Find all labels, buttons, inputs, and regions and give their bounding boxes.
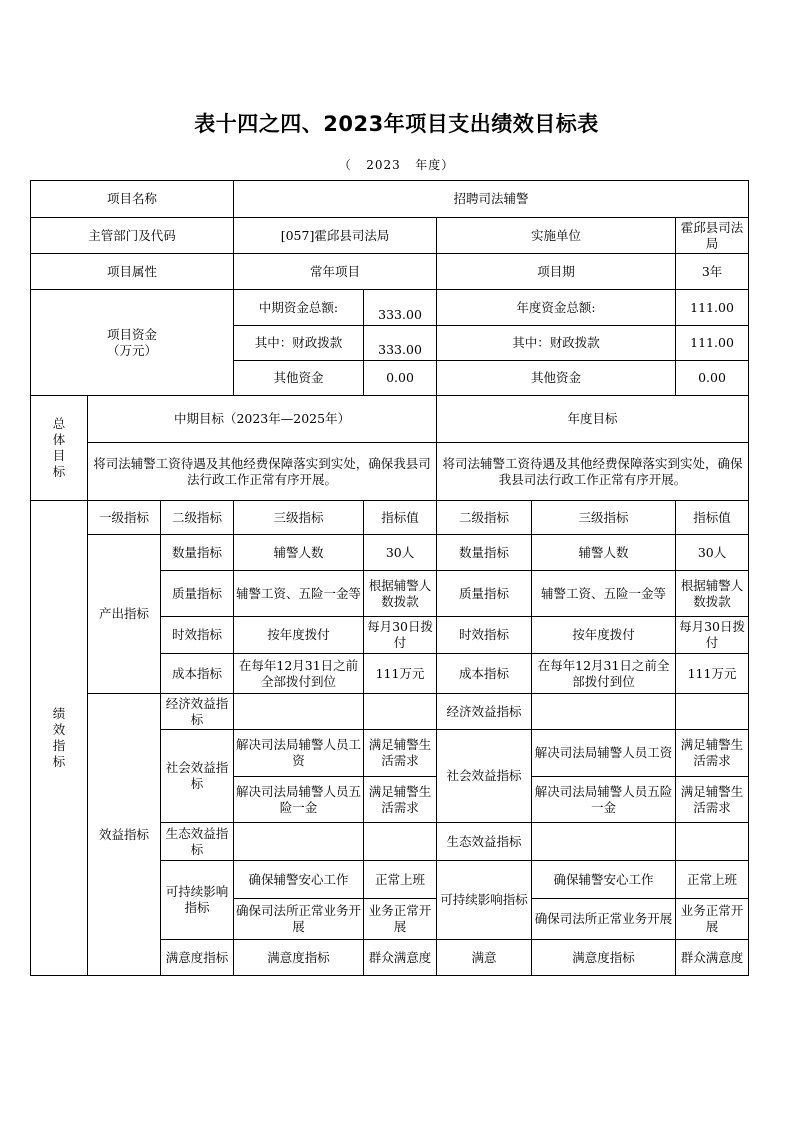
table-cell [234,694,364,730]
table-cell: 满足辅警生活需求 [364,777,437,823]
mid-fiscal-value: 333.00 [364,326,437,361]
mid-goal-header: 中期目标（2023年—2025年） [88,396,437,443]
mid-total-label: 中期资金总额: [234,290,364,326]
dept-value: [057]霍邱县司法局 [234,218,437,254]
header-level1: 一级指标 [88,501,161,535]
table-cell: 每月30日拨付 [364,617,437,654]
table-cell: 经济效益指标 [161,694,234,730]
table-cell: 满足辅警生活需求 [364,730,437,777]
annual-fiscal-label: 其中：财政拨款 [437,326,676,361]
header-level3-annual: 三级指标 [532,501,676,535]
mid-fiscal-label: 其中：财政拨款 [234,326,364,361]
annual-total-label: 年度资金总额: [437,290,676,326]
table-cell: 成本指标 [437,654,532,694]
annual-fiscal-value: 111.00 [676,326,749,361]
annual-other-value: 0.00 [676,361,749,396]
fiscal-year: 2023 [366,158,401,172]
table-cell: 群众满意度 [364,940,437,976]
project-attr-value: 常年项目 [234,254,437,290]
table-cell: 群众满意度 [676,940,749,976]
table-cell: 30人 [676,535,749,571]
table-cell: 111万元 [676,654,749,694]
table-cell: 满足辅警生活需求 [676,777,749,823]
table-cell: 确保司法所正常业务开展 [532,899,676,940]
mid-other-label: 其他资金 [234,361,364,396]
annual-goal-header: 年度目标 [437,396,749,443]
mid-other-value: 0.00 [364,361,437,396]
overall-goal-label: 总 体 目 标 [31,396,88,501]
table-cell: 30人 [364,535,437,571]
table-cell: 满意度指标 [532,940,676,976]
table-cell: 确保辅警安心工作 [234,861,364,899]
table-cell [234,823,364,861]
table-cell: 解决司法局辅警人员工资 [234,730,364,777]
table-cell: 满意 [437,940,532,976]
table-cell: 生态效益指标 [161,823,234,861]
table-cell: 确保司法所正常业务开展 [234,899,364,940]
table-cell: 生态效益指标 [437,823,532,861]
performance-goal-table [30,180,749,976]
table-cell: 社会效益指标 [437,730,532,823]
header-value: 指标值 [364,501,437,535]
table-cell: 可持续影响指标 [437,861,532,940]
table-cell: 辅警工资、五险一金等 [234,571,364,617]
table-cell: 每月30日拨付 [676,617,749,654]
table-cell: 业务正常开展 [364,899,437,940]
year-unit: 年度） [415,158,455,172]
table-cell [364,823,437,861]
project-period-value: 3年 [676,254,749,290]
table-cell [532,694,676,730]
table-cell: 按年度拨付 [234,617,364,654]
exec-unit-label: 实施单位 [437,218,676,254]
table-cell: 质量指标 [161,571,234,617]
table-cell: 111万元 [364,654,437,694]
table-cell: 时效指标 [161,617,234,654]
header-value-annual: 指标值 [676,501,749,535]
table-cell: 在每年12月31日之前全部拨付到位 [532,654,676,694]
table-cell [676,823,749,861]
table-cell: 辅警工资、五险一金等 [532,571,676,617]
table-cell: 正常上班 [676,861,749,899]
header-level2-annual: 二级指标 [437,501,532,535]
table-cell: 正常上班 [364,861,437,899]
funds-label [31,290,234,396]
table-cell: 质量指标 [437,571,532,617]
table-cell: 在每年12月31日之前全部拨付到位 [234,654,364,694]
table-cell: 按年度拨付 [532,617,676,654]
table-cell: 可持续影响指标 [161,861,234,940]
table-cell [532,823,676,861]
exec-unit-value: 霍邱县司法局 [676,218,749,254]
table-cell: 业务正常开展 [676,899,749,940]
table-cell [676,694,749,730]
header-level2: 二级指标 [161,501,234,535]
table-cell: 解决司法局辅警人员五险一金 [234,777,364,823]
dept-label: 主管部门及代码 [31,218,234,254]
table-cell: 数量指标 [437,535,532,571]
table-cell: 根据辅警人数拨款 [676,571,749,617]
table-cell [364,694,437,730]
annual-other-label: 其他资金 [437,361,676,396]
funds-label-line2: （万元） [107,342,158,358]
mid-goal-text: 将司法辅警工资待遇及其他经费保障落实到实处，确保我县司法行政工作正常有序开展。 [88,443,437,501]
project-attr-label: 项目属性 [31,254,234,290]
fiscal-year-line [0,156,793,173]
funds-label-line1: 项目资金 [107,326,158,342]
table-cell: 辅警人数 [234,535,364,571]
satisfaction-l1: 满意度指标 [161,940,234,976]
table-cell: 解决司法局辅警人员工资 [532,730,676,777]
mid-total-value: 333.00 [364,290,437,326]
table-cell: 数量指标 [161,535,234,571]
table-cell: 社会效益指标 [161,730,234,823]
page-title: 表十四之四、2023年项目支出绩效目标表 [194,112,599,136]
project-period-label: 项目期 [437,254,676,290]
project-name-label: 项目名称 [31,181,234,218]
output-indicator-label: 产出指标 [88,535,161,694]
annual-goal-text: 将司法辅警工资待遇及其他经费保障落实到实处，确保我县司法行政工作正常有序开展。 [437,443,749,501]
table-cell: 时效指标 [437,617,532,654]
table-cell: 根据辅警人数拨款 [364,571,437,617]
year-open-paren: （ [338,158,352,172]
annual-total-value: 111.00 [676,290,749,326]
table-cell: 辅警人数 [532,535,676,571]
header-level3: 三级指标 [234,501,364,535]
table-cell: 成本指标 [161,654,234,694]
project-name: 招聘司法辅警 [234,181,749,218]
table-cell: 满足辅警生活需求 [676,730,749,777]
table-cell: 满意度指标 [234,940,364,976]
performance-indicator-label: 绩 效 指 标 [31,501,88,976]
table-cell: 解决司法局辅警人员五险一金 [532,777,676,823]
table-cell: 确保辅警安心工作 [532,861,676,899]
benefit-indicator-label: 效益指标 [88,694,161,976]
table-cell: 经济效益指标 [437,694,532,730]
